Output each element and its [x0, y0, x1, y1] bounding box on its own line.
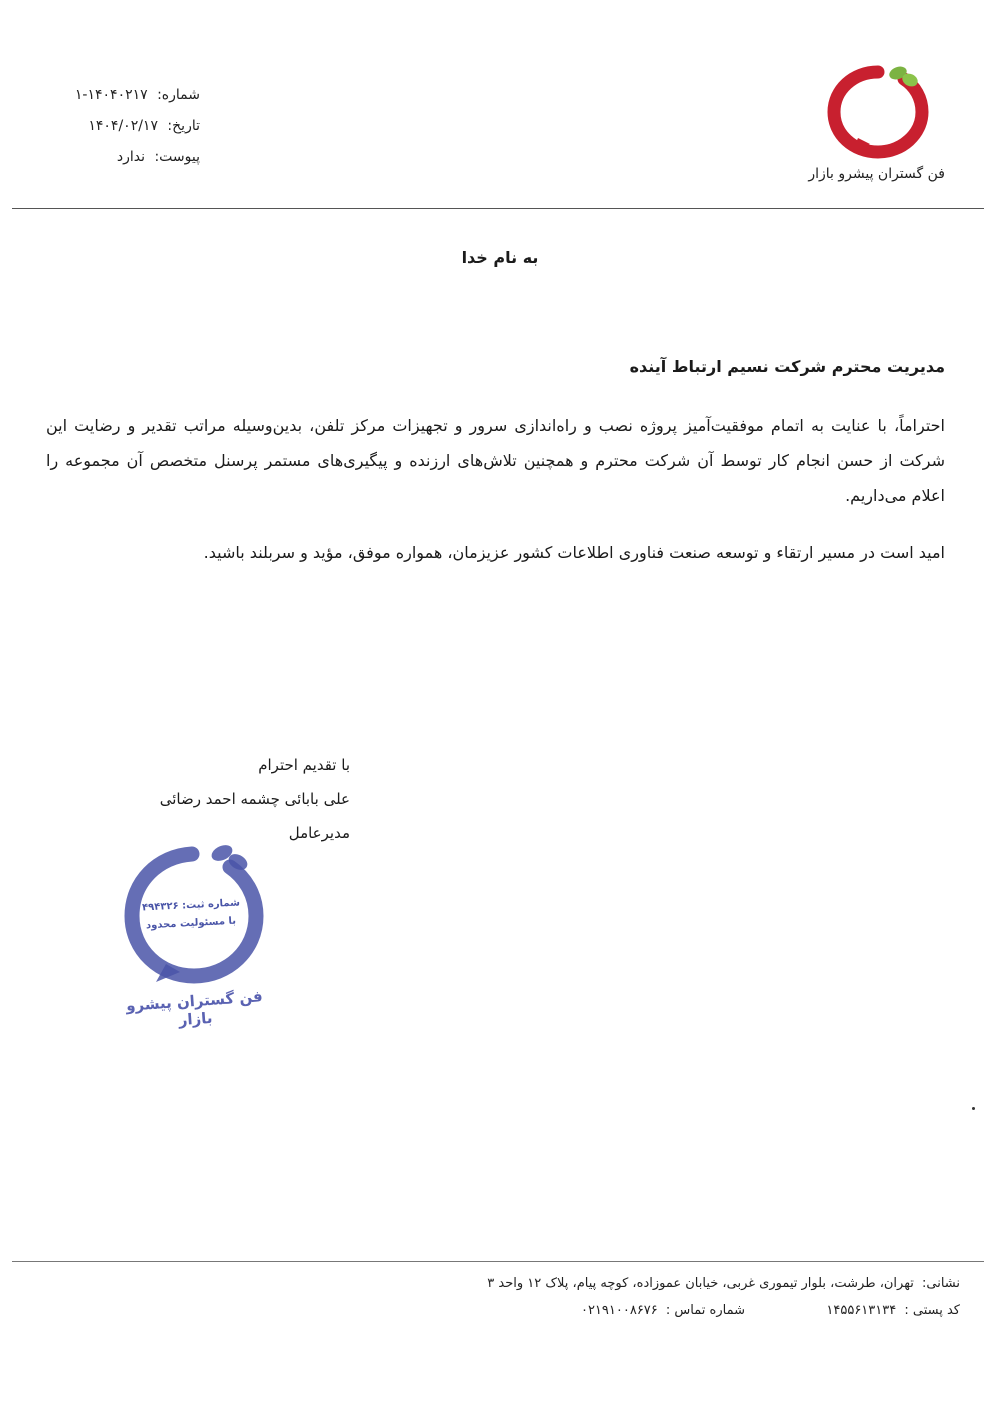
speck	[972, 1107, 975, 1110]
footer-contact	[260, 1303, 960, 1323]
body-paragraph-2: امید است در مسیر ارتقاء و توسعه صنعت فناوری اطلاعات کشور عزیزمان، همواره موفق، مؤید و سربلند باشید.	[203, 543, 945, 562]
attachment-label: پیوست:	[154, 149, 200, 165]
number-value: ۱۴۰۴۰۲۱۷-۱	[74, 87, 148, 103]
postal-code	[826, 1303, 960, 1318]
footer-divider	[12, 1261, 984, 1262]
number-label: شماره:	[157, 87, 200, 103]
closing-regards: با تقدیم احترام	[258, 756, 350, 774]
letter-meta	[40, 80, 200, 173]
meta-date	[40, 111, 200, 142]
meta-number	[40, 80, 200, 111]
address-value: تهران، طرشت، بلوار تیموری غربی، خیابان عموزاده، کوچه پیام، پلاک ۱۲ واحد ۳	[487, 1276, 914, 1291]
postal-value: ۱۴۵۵۶۱۳۱۳۴	[826, 1303, 897, 1318]
date-label: تاریخ:	[167, 118, 200, 134]
company-name: فن گستران پیشرو بازار	[808, 166, 945, 182]
basmala-heading: به نام خدا	[461, 248, 539, 267]
closing-block	[100, 748, 350, 850]
footer-address	[260, 1276, 960, 1291]
header-divider	[12, 208, 984, 209]
postal-label: کد پستی :	[904, 1303, 960, 1318]
phone-value: ۰۲۱۹۱۰۰۸۶۷۶	[580, 1303, 658, 1318]
addressee: مدیریت محترم شرکت نسیم ارتباط آینده	[629, 357, 945, 376]
attachment-value: ندارد	[116, 149, 145, 165]
stamp-company-name: فن گستران پیشرو بازار	[125, 987, 264, 1030]
stamp-registration: شماره ثبت: ۴۹۴۳۲۶	[141, 897, 241, 914]
meta-attachment	[40, 142, 200, 173]
signer-title: مدیرعامل	[288, 824, 350, 842]
address-label: نشانی:	[921, 1276, 960, 1291]
logo-icon	[818, 60, 938, 160]
stamp-company-type: با مسئولیت محدود	[145, 915, 237, 932]
signer-name: علی بابائی چشمه احمد رضائی	[159, 790, 350, 808]
date-value: ۱۴۰۴/۰۲/۱۷	[88, 118, 158, 134]
phone-number	[581, 1303, 745, 1318]
phone-label: شماره تماس :	[665, 1303, 745, 1318]
body-paragraph-1: احتراماً، با عنایت به اتمام موفقیت‌آمیز پروژه نصب و راه‌اندازی سرور و تجهیزات مرکز تلفن، بدین‌وسیله مراتب تقدیر و رضایت این شرکت از حسن انجام کار توسط آن شرکت محترم و همچنین تلاش‌های ارزنده و پیگیری‌های مستمر پرسنل متخصص آن مجموعه را اعلام می‌داریم.	[46, 416, 945, 505]
company-logo	[818, 60, 938, 160]
